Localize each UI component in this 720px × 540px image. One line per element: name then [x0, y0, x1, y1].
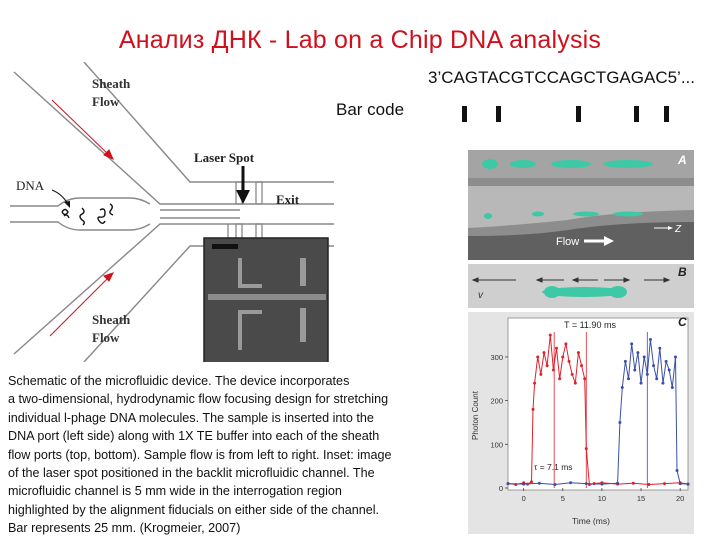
data-point: [543, 351, 546, 354]
sheath-top-label: Sheath: [92, 76, 131, 91]
caption-line: Schematic of the microfluidic device. The device incorporates: [8, 374, 350, 388]
x-tick-label: 15: [636, 494, 646, 503]
caption-line: highlighted by the alignment fiducials on either side of the channel.: [8, 502, 380, 517]
data-point: [668, 369, 671, 372]
y-tick-label: 300: [490, 352, 503, 362]
microfluidic-schematic: [0, 62, 340, 362]
data-point: [671, 386, 674, 389]
data-point: [661, 382, 664, 385]
data-point: [536, 355, 539, 358]
data-point: [649, 338, 652, 341]
x-tick-label: 0: [521, 494, 526, 503]
x-tick-label: 5: [560, 494, 565, 503]
data-point: [640, 382, 643, 385]
barcode-bar: [634, 106, 639, 122]
exit-label: Exit: [276, 192, 300, 207]
y-axis-label: Photon Count: [471, 391, 480, 440]
data-point: [569, 481, 572, 484]
data-point: [553, 483, 556, 486]
data-point: [549, 334, 552, 337]
caption-line: microfluidic channel is 5 mm wide in the interrogation region: [8, 484, 342, 499]
data-point: [552, 369, 555, 372]
data-point: [621, 386, 624, 389]
duration-annotation: τ = 7.1 ms: [534, 462, 573, 472]
y-tick-label: 0: [498, 484, 503, 493]
data-point: [616, 482, 619, 485]
data-point: [630, 342, 633, 345]
caption-line: Bar represents 25 mm. (Krogmeier, 2007): [8, 521, 241, 536]
data-point: [655, 377, 658, 380]
data-point: [646, 373, 649, 376]
data-point: [522, 483, 525, 486]
data-point: [624, 360, 627, 363]
data-point: [577, 351, 580, 354]
data-point: [618, 421, 621, 424]
panel-c: [468, 312, 694, 534]
data-point: [665, 360, 668, 363]
flow-label: Flow: [556, 236, 580, 248]
x-tick-label: 10: [597, 494, 607, 503]
flow-top-label: Flow: [92, 94, 120, 109]
data-point: [658, 347, 661, 350]
data-point: [636, 351, 639, 354]
barcode-bar: [462, 106, 467, 122]
data-point: [674, 355, 677, 358]
data-point: [687, 483, 690, 486]
data-point: [538, 482, 541, 485]
y-tick-label: 200: [490, 396, 503, 406]
data-point: [530, 480, 533, 483]
data-point: [647, 483, 650, 486]
panel-b-label: B: [678, 265, 687, 279]
dna-figure: [468, 150, 694, 534]
data-point: [571, 373, 574, 376]
data-point: [585, 482, 588, 485]
flow-bottom-label: Flow: [92, 330, 120, 345]
caption-line: flow ports (top, bottom). Sample flow is from left to right. Inset: image: [8, 447, 392, 462]
data-point: [564, 342, 567, 345]
page-title: Анализ ДНК - Lab on a Chip DNA analysis: [118, 26, 602, 54]
caption-line: DNA port (left side) along with 1X TE buffer into each of the sheath: [8, 429, 380, 444]
data-point: [652, 364, 655, 367]
sheath-bottom-label: Sheath: [92, 312, 131, 327]
data-point: [533, 382, 536, 385]
caption-line: of the laser spot positioned in the backlit microfluidic channel. The: [8, 466, 375, 481]
x-axis-label: Time (ms): [572, 516, 610, 526]
x-tick-label: 20: [676, 494, 685, 503]
data-point: [600, 483, 603, 486]
data-point: [580, 364, 583, 367]
panel-c-label: C: [678, 315, 687, 329]
data-point: [583, 377, 586, 380]
data-point: [632, 482, 635, 485]
data-point: [676, 469, 679, 472]
data-point: [679, 482, 682, 485]
data-point: [561, 355, 564, 358]
v-label: v: [478, 290, 483, 301]
panel-a-label: A: [678, 153, 687, 167]
dna-port-label: DNA: [16, 178, 45, 193]
data-point: [633, 369, 636, 372]
barcode-label: Bar code: [336, 100, 405, 119]
data-point: [585, 447, 588, 450]
y-tick-label: 100: [490, 440, 503, 450]
data-point: [568, 360, 571, 363]
data-point: [555, 347, 558, 350]
data-point: [507, 482, 510, 485]
caption-line: a two-dimensional, hydrodynamic flow focusing design for stretching: [8, 392, 389, 407]
figure-caption: [8, 372, 438, 538]
period-annotation: T = 11.90 ms: [564, 320, 616, 330]
data-point: [558, 377, 561, 380]
panel-a: [468, 150, 694, 260]
laser-inset-image: [204, 238, 328, 362]
data-point: [574, 382, 577, 385]
data-point: [663, 482, 666, 485]
z-label: Z: [675, 224, 682, 235]
dna-figure-svg: [468, 150, 694, 534]
barcode-bar: [576, 106, 581, 122]
data-point: [643, 355, 646, 358]
laser-spot-label: Laser Spot: [194, 150, 255, 165]
data-point: [532, 408, 535, 411]
barcode-bar: [664, 106, 669, 122]
caption-line: individual l-phage DNA molecules. The sample is inserted into the: [8, 410, 374, 425]
data-point: [539, 373, 542, 376]
panel-b: [468, 264, 694, 308]
barcode-bar: [496, 106, 501, 122]
dna-sequence: 3’CAGTACGTCCAGCTGAGAC5’...: [428, 68, 695, 87]
data-point: [546, 364, 549, 367]
data-point: [627, 377, 630, 380]
